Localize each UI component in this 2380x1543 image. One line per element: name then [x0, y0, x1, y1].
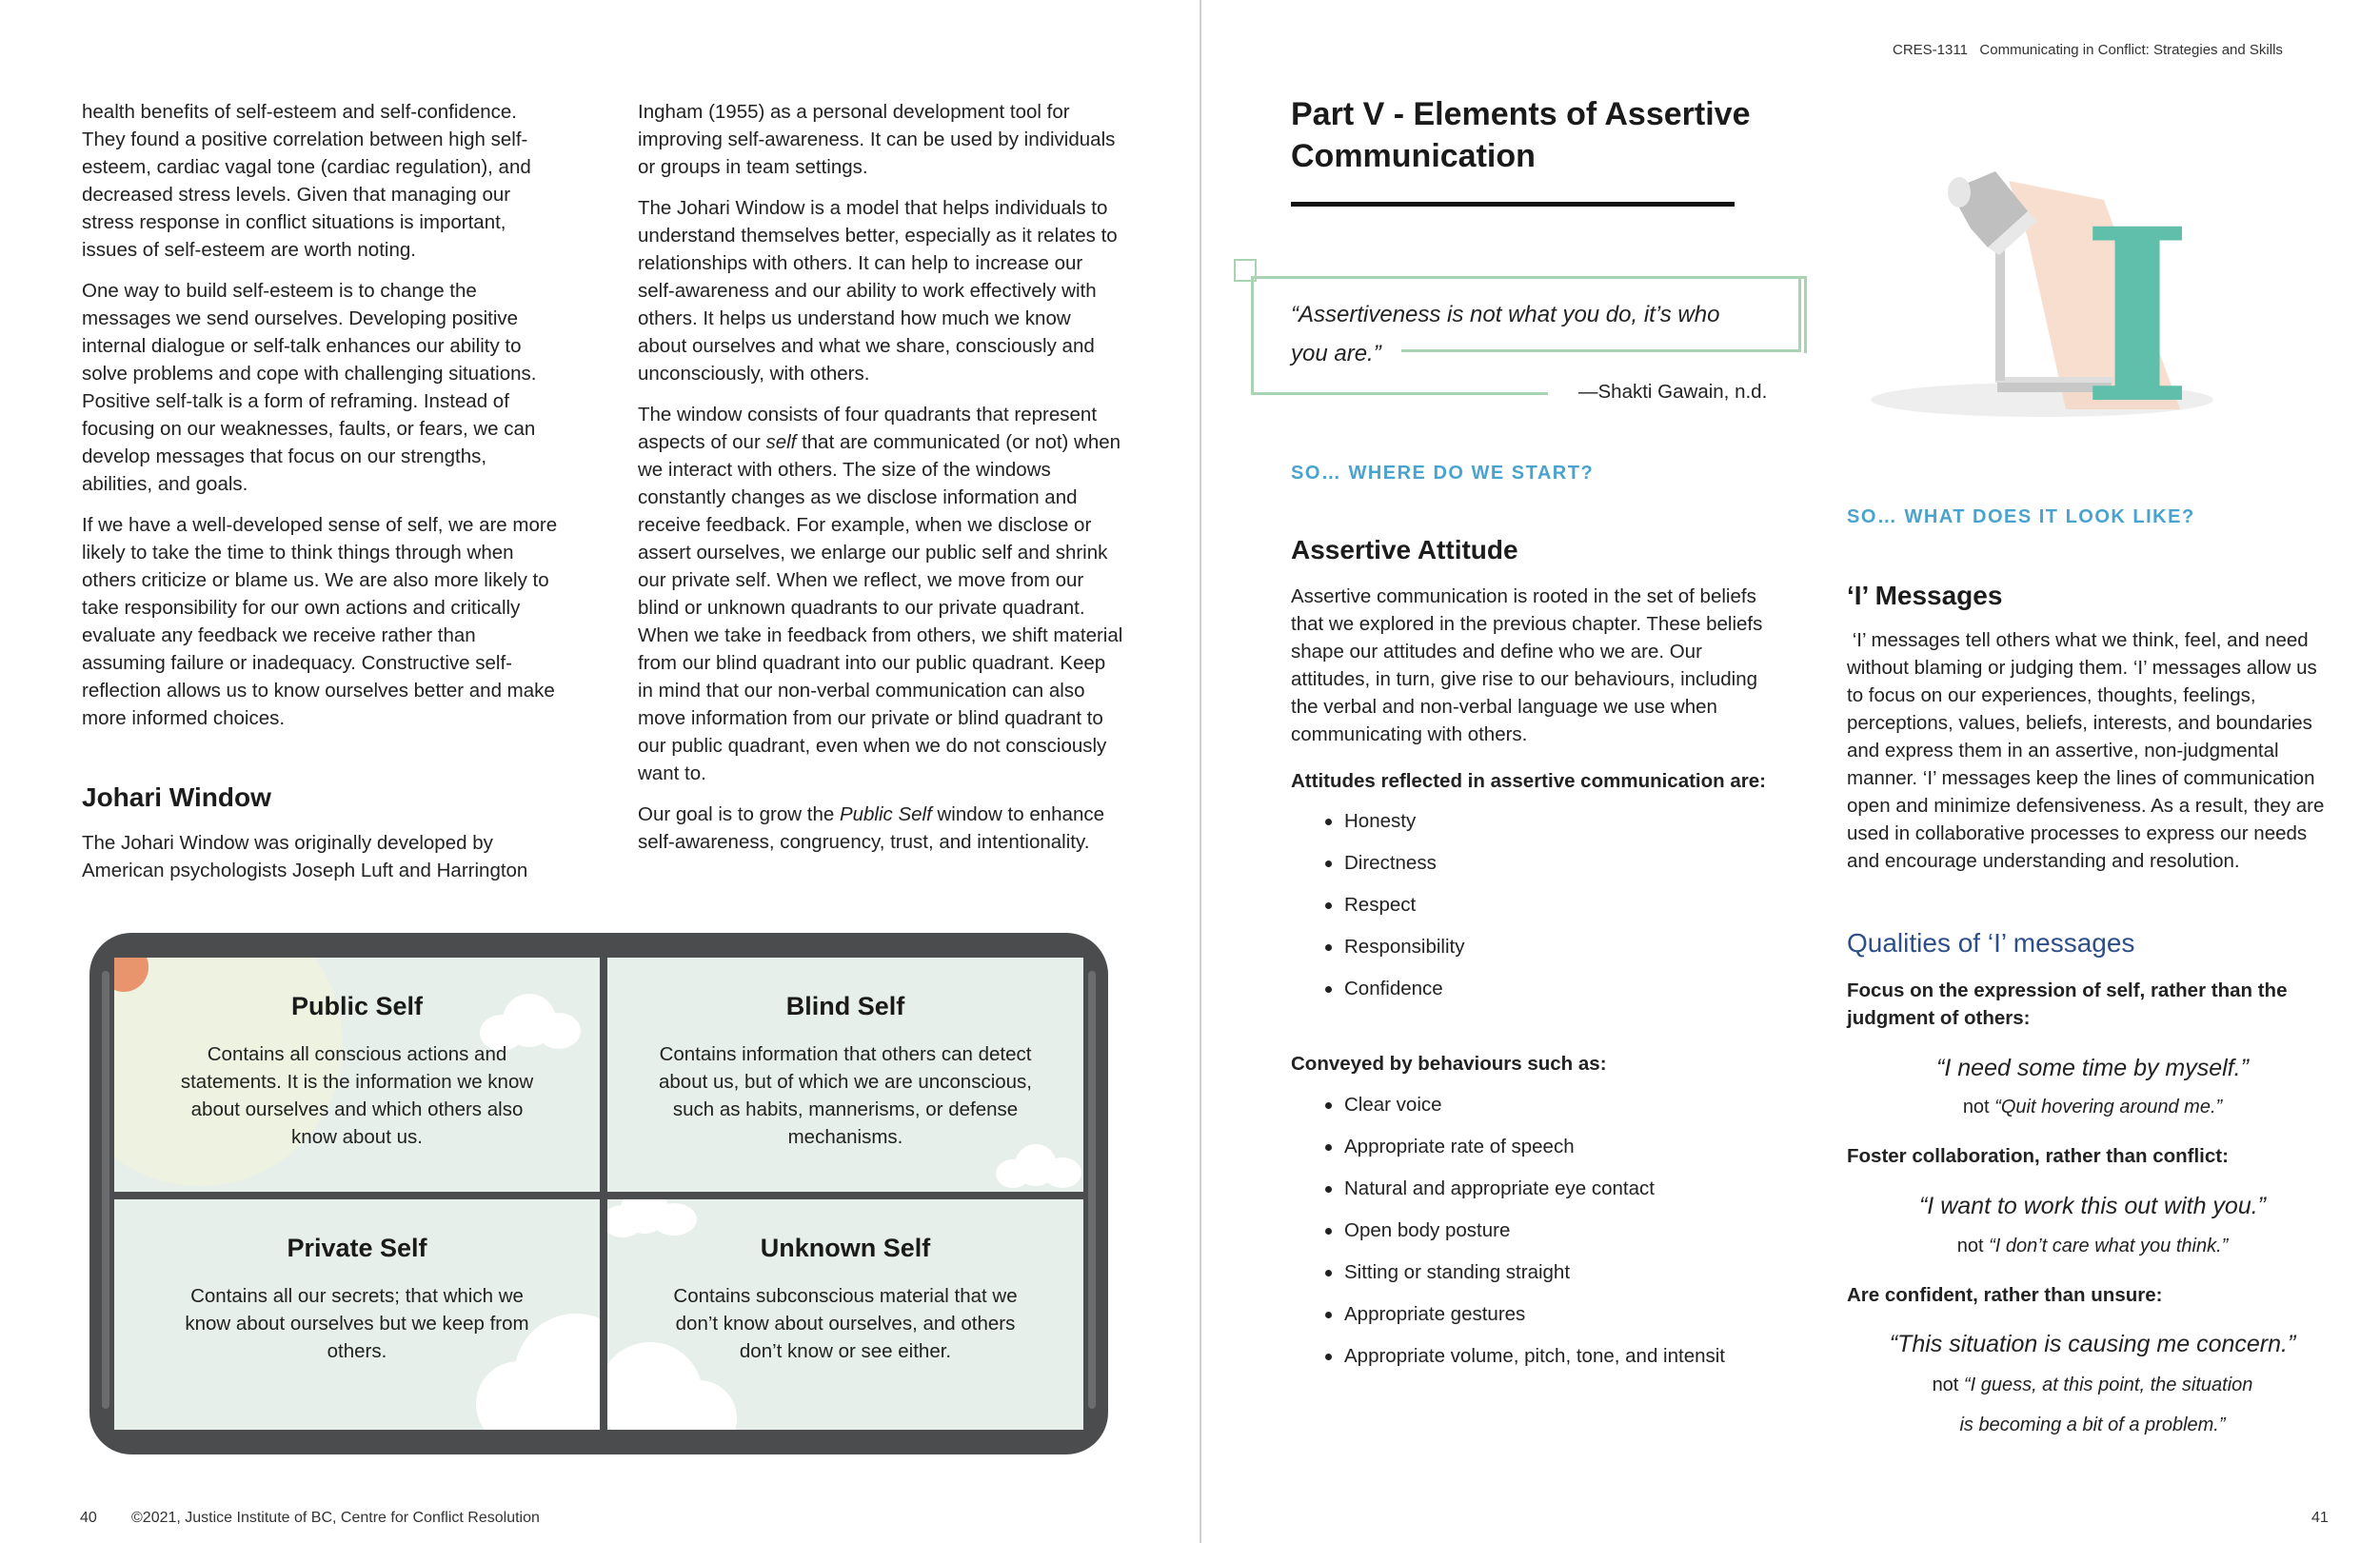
list-item: Responsibility	[1291, 933, 1748, 960]
list-item: Respect	[1291, 891, 1748, 919]
assertive-paragraph: Assertive communication is rooted in the set of beliefs that we explored in the previous chapter. These beliefs shape our attitudes and define who we are. Our attitudes, in turn, give rise to our behaviours, including the verbal and non-verbal language we use when communicating with others.	[1291, 585, 1763, 745]
quality-1-example: “I need some time by myself.”	[1936, 1055, 2249, 1081]
i-messages-heading: ‘I’ Messages	[1847, 581, 2003, 610]
quality-1-counterexample: not “Quit hovering around me.”	[1962, 1097, 2223, 1118]
quadrant-blind-self	[607, 958, 1083, 1192]
list-item: Appropriate gestures	[1291, 1300, 1786, 1328]
assertive-attitude-heading: Assertive Attitude	[1291, 535, 1518, 564]
attitudes-label: Attitudes reflected in assertive communication are:	[1291, 770, 1766, 792]
list-item: Open body posture	[1291, 1217, 1786, 1244]
quality-3-counterexample: not “I guess, at this point, the situation	[1932, 1375, 2253, 1395]
left-column-2	[638, 98, 1123, 869]
paragraph: If we have a well-developed sense of self, we are more likely to take the time to think things through when others criticize or blame us. We are also more likely to take responsibility for our own actions and critically evaluate any feedback we receive rather than assuming failure or inadequacy. Constructive self-reflection allows us to know ourselves better and make more informed choices.	[82, 514, 558, 729]
quality-1-label: Focus on the expression of self, rather than the judgment of others:	[1847, 979, 2288, 1029]
quadrant-text: Contains subconscious material that we don’t know about ourselves, and others don’t know or see either.	[673, 1285, 1018, 1362]
quadrant-text: Contains all conscious actions and statements. It is the information we know about ourselves and which others also know about us.	[180, 1043, 534, 1148]
quadrant-title: Blind Self	[785, 992, 905, 1020]
left-column-1	[82, 98, 560, 745]
list-item: Directness	[1291, 849, 1748, 877]
quadrant-text: Contains all our secrets; that which we know about ourselves but we keep from others.	[185, 1285, 529, 1362]
paragraph: health benefits of self-esteem and self-confidence. They found a positive correlation between high self-esteem, cardiac vagal tone (cardiac regulation), and decreased stress levels. Given that managing our stress response in conflict situations is important, issues of self-esteem are worth noting.	[82, 101, 531, 261]
page-number-right: 41	[2311, 1510, 2329, 1526]
johari-heading: Johari Window	[82, 782, 271, 812]
i-messages-paragraph: ‘I’ messages tell others what we think, feel, and need without blaming or judging them. ‘I’ messages allow us to focus on our experiences, thoughts, feelings, perceptions, values, beliefs, interests, and boundaries and express them in an assertive, non-judgmental manner. ‘I’ messages keep the lines of communication open and minimize defensiveness. As a result, they are used in collaborative processes to express our needs and encourage understanding and resolution.	[1847, 629, 2330, 872]
list-item: Appropriate volume, pitch, tone, and intensit	[1291, 1342, 1786, 1370]
list-item: Clear voice	[1291, 1091, 1786, 1118]
quadrant-title: Private Self	[287, 1234, 427, 1262]
lamp-illustration	[1866, 162, 2275, 419]
kicker-where-start: SO… WHERE DO WE START?	[1291, 463, 1595, 484]
title-underline	[1291, 202, 1735, 207]
quality-2-label: Foster collaboration, rather than conflict:	[1847, 1145, 2229, 1167]
letter-i-icon: I	[2081, 176, 2193, 419]
list-item: Appropriate rate of speech	[1291, 1133, 1786, 1160]
quality-3-example: “This situation is causing me concern.”	[1889, 1331, 2296, 1357]
quadrant-title: Public Self	[290, 992, 424, 1020]
attitudes-list	[1291, 807, 1748, 1017]
qualities-heading: Qualities of ‘I’ messages	[1847, 928, 2135, 958]
quality-2-example: “I want to work this out with you.”	[1918, 1193, 2267, 1219]
behaviours-label: Conveyed by behaviours such as:	[1291, 1053, 1607, 1075]
paragraph: One way to build self-esteem is to change the messages we send ourselves. Developing positive internal dialogue or self-talk enhances our ability to solve problems and cope with challenging situations. Positive self-talk is a form of reframing. Instead of focusing on our weaknesses, faults, or fears, we can develop messages that focus on our strengths, abilities, and goals.	[82, 280, 537, 495]
quality-3-label: Are confident, rather than unsure:	[1847, 1284, 2163, 1306]
johari-intro: The Johari Window was originally developed by American psychologists Joseph Luft and Harrington	[82, 832, 528, 881]
quote-text: “Assertiveness is not what you do, it’s who you are.”	[1291, 302, 1720, 366]
part-title: Part V - Elements of Assertive Communication	[1291, 96, 1751, 174]
quadrant-title: Unknown Self	[760, 1234, 931, 1262]
paragraph: Our goal is to grow the Public Self window to enhance self-awareness, congruency, trust, and intentionality.	[638, 803, 1105, 853]
page-divider	[1200, 0, 1201, 1543]
list-item: Sitting or standing straight	[1291, 1258, 1786, 1286]
list-item: Confidence	[1291, 975, 1748, 1002]
quadrant-public-self	[114, 958, 600, 1192]
list-item: Natural and appropriate eye contact	[1291, 1175, 1786, 1202]
kicker-what-look-like: SO… WHAT DOES IT LOOK LIKE?	[1847, 506, 2195, 527]
paragraph: The Johari Window is a model that helps individuals to understand themselves better, especially as it relates to relationships with others. It can help to increase our self-awareness and our ability to work effectively with others. It helps us understand how much we know about ourselves and what we share, consciously and unconsciously, with others.	[638, 197, 1118, 385]
quadrant-text: Contains information that others can detect about us, but of which we are unconscious, such as habits, mannerisms, or defense mechanisms.	[658, 1043, 1032, 1148]
behaviours-list	[1291, 1091, 1786, 1384]
lamp-bulb	[1948, 177, 1971, 208]
johari-window-diagram	[89, 933, 1108, 1454]
list-item: Honesty	[1291, 807, 1748, 835]
paragraph: Ingham (1955) as a personal development tool for improving self-awareness. It can be used by individuals or groups in team settings.	[638, 101, 1116, 178]
paragraph: The window consists of four quadrants that represent aspects of our self that are communicated (or not) when we interact with others. The size of the windows constantly changes as we disclose information and receive feedback. For example, when we disclose or assert ourselves, we enlarge our public self and shrink our private self. When we reflect, we move from our blind or unknown quadrants to our private quadrant. When we take in feedback from others, we shift material from our blind quadrant into our public quadrant. Keep in mind that our non-verbal communication can also move information from our private or blind quadrant to our public quadrant, even when we do not consciously want to.	[638, 404, 1123, 784]
quadrant-unknown-self	[607, 1199, 1083, 1430]
copyright-footer: ©2021, Justice Institute of BC, Centre for Conflict Resolution	[131, 1510, 540, 1526]
quadrant-private-self	[114, 1199, 600, 1430]
running-head: CRES-1311 Communicating in Conflict: Strategies and Skills	[1893, 42, 2283, 58]
lamp-pole	[1995, 236, 2005, 381]
quote-attribution: —Shakti Gawain, n.d.	[1578, 381, 1768, 403]
page-number-left: 40	[80, 1510, 97, 1526]
quality-2-counterexample: not “I don’t care what you think.”	[1956, 1236, 2229, 1256]
